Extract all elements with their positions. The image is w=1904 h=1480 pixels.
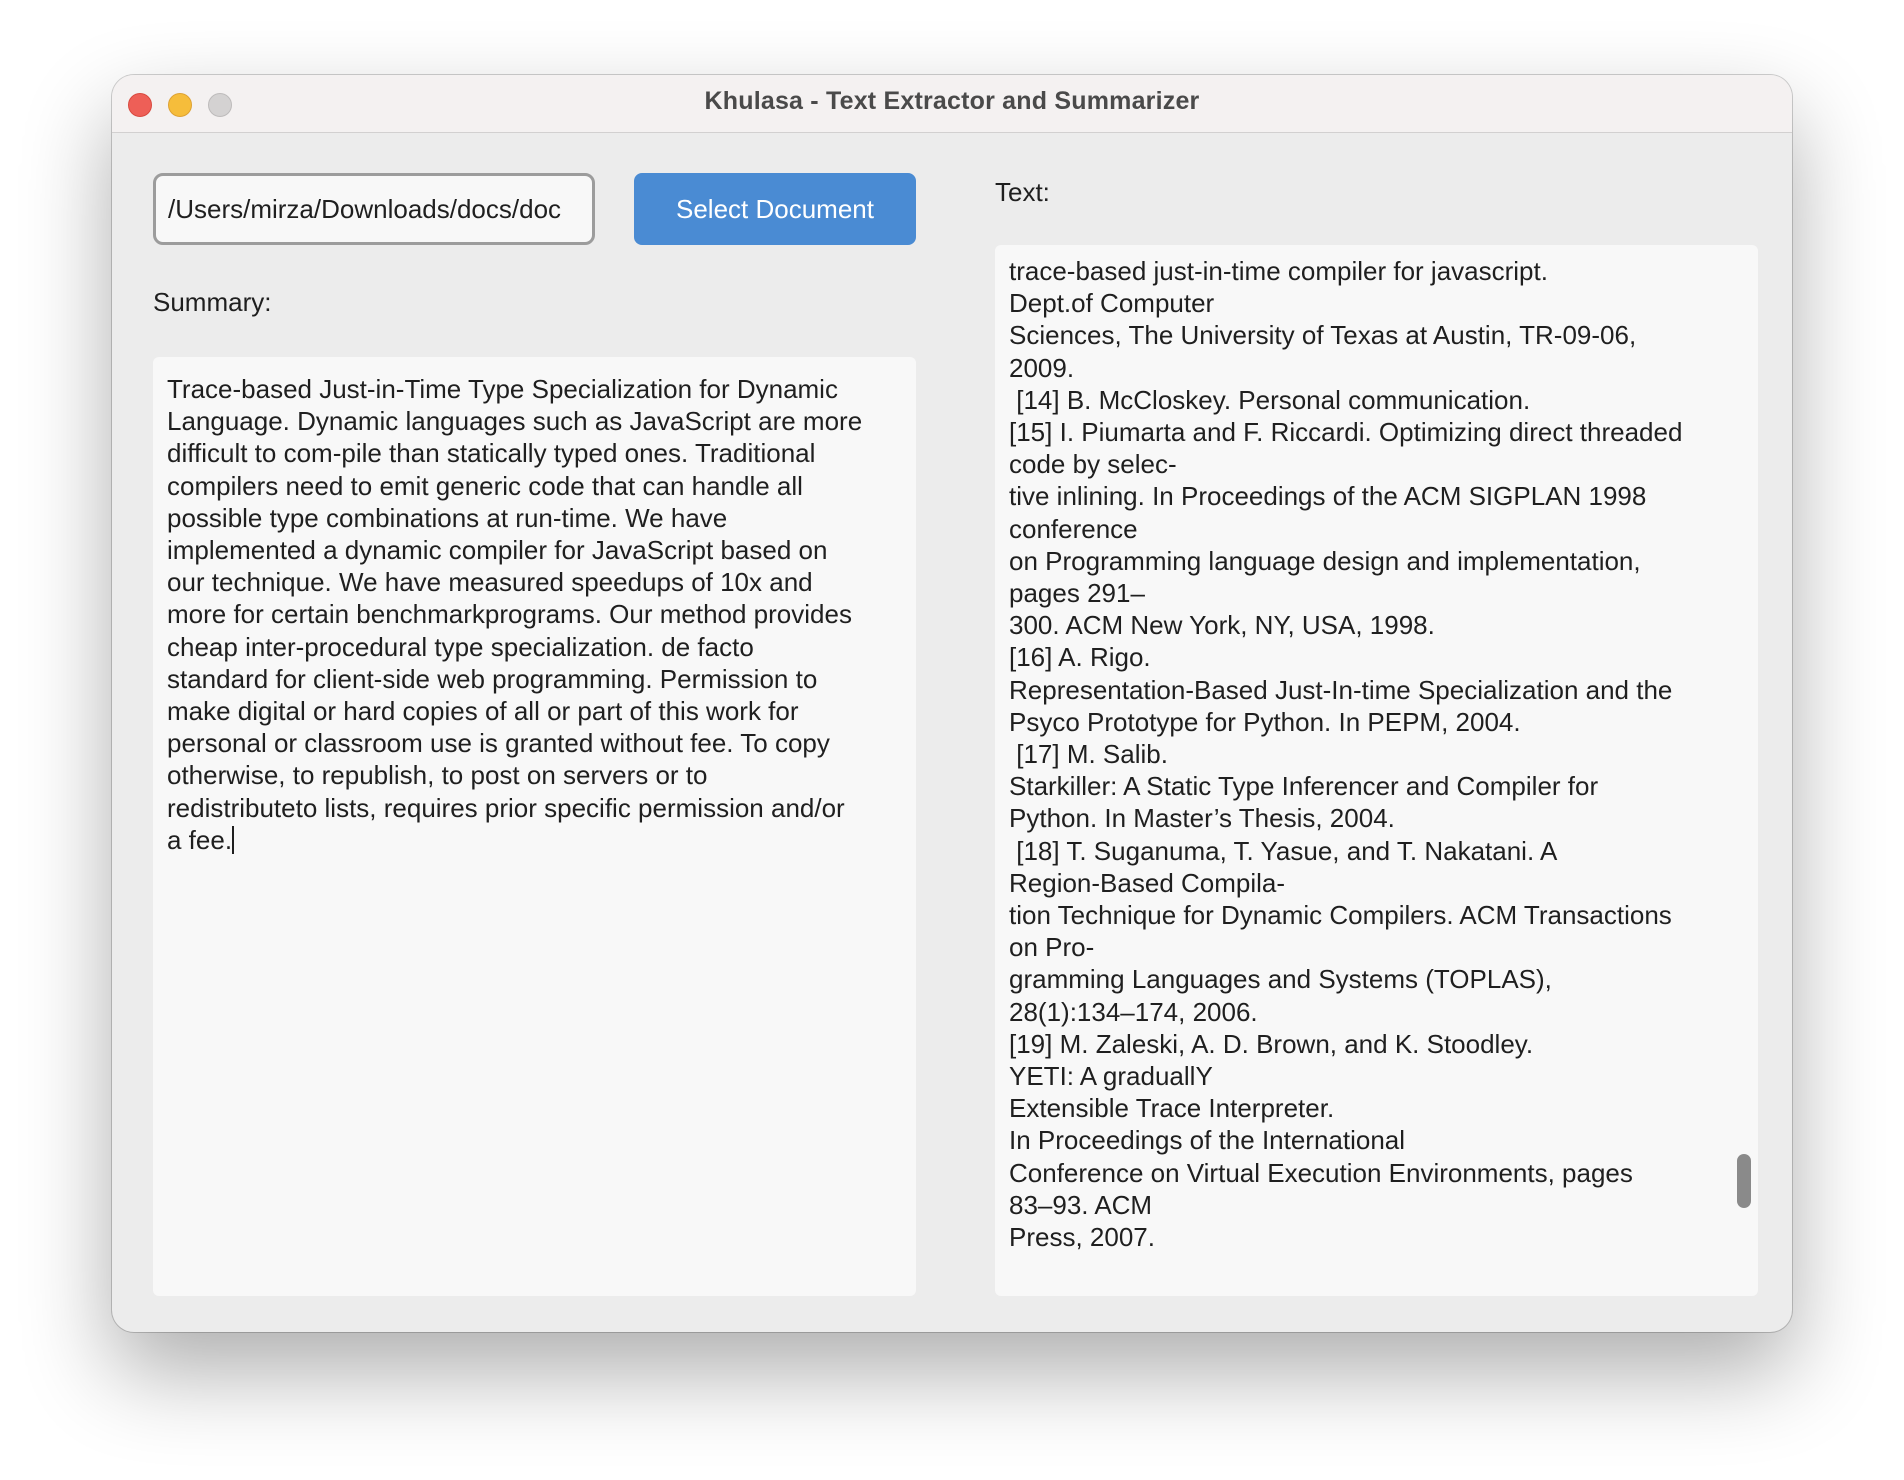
file-path-input[interactable] <box>153 173 595 245</box>
window-title: Khulasa - Text Extractor and Summarizer <box>704 87 1200 115</box>
summary-label: Summary: <box>153 287 272 317</box>
summary-text: Trace-based Just-in-Time Type Specialization for Dynamic Language. Dynamic languages such as JavaScript are more difficult to com-pile than statically typed ones. Traditional compilers need to emit generic code that can handle all possible type combinations at run-time. We have implemented a dynamic compiler for JavaScript based on our technique. We have measured speedups of 10x and more for certain benchmarkprograms. Our method provides cheap inter-procedural type specialization. de facto standard for client-side web programming. Permission to make digital or hard copies of all or part of this work for personal or classroom use is granted without fee. To copy otherwise, to republish, to post on servers or to redistributeto lists, requires prior specific permission and/or a fee. <box>167 374 863 855</box>
title-bar[interactable] <box>112 75 1792 133</box>
text-label: Text: <box>995 177 1050 207</box>
extracted-text-area[interactable] <box>995 245 1758 1296</box>
summary-textarea[interactable] <box>153 357 916 1296</box>
extracted-text: trace-based just-in-time compiler for javascript. Dept.of Computer Sciences, The University of Texas at Austin, TR-09-06, 2009. [14] B. McCloskey. Personal communication. [15] I. Piumarta and F. Riccardi. Optimizing direct threaded code by selec- tive inlining. In Proceedings of the ACM SIGPLAN 1998 conference on Programming language design and implementation, pages 291– 300. ACM New York, NY, USA, 1998. [16] A. Rigo. Representation-Based Just-In-time Specialization and the Psyco Prototype for Python. In PEPM, 2004. [17] M. Salib. Starkiller: A Static Type Inferencer and Compiler for Python. In Master’s Thesis, 2004. [18] T. Suganuma, T. Yasue, and T. Nakatani. A Region-Based Compila- tion Technique for Dynamic Compilers. ACM Transactions on Pro- gramming Languages and Systems (TOPLAS), 28(1):134–174, 2006. [19] M. Zaleski, A. D. Brown, and K. Stoodley. YETI: A graduallY Extensible Trace Interpreter. In Proceedings of the International Conference on Virtual Execution Environments, pages 83–93. ACM Press, 2007. <box>1009 256 1683 1253</box>
app-window <box>112 75 1792 1332</box>
select-document-button[interactable]: Select Document <box>634 173 916 245</box>
text-scrollbar-thumb[interactable] <box>1737 1154 1751 1208</box>
text-cursor <box>232 826 234 854</box>
